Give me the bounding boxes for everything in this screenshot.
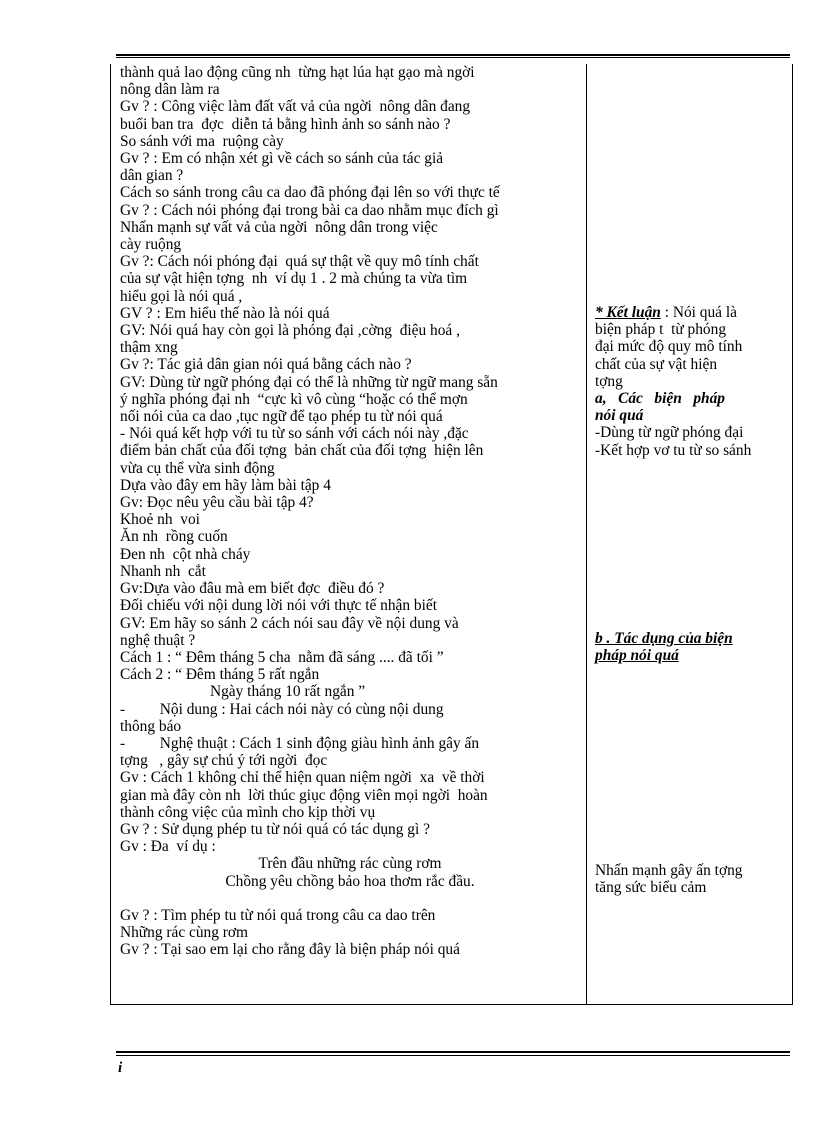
text-line: ý nghĩa phóng đại nh “cực kì vô cùng “hoặc có thể mợn (120, 390, 468, 408)
conclusion-text: : Nói quá là (660, 304, 737, 321)
text-line: Gv ? : Tìm phép tu từ nói quá trong câu ca dao trên (120, 906, 436, 924)
header-rule (116, 54, 790, 56)
header-rule-thin (116, 57, 790, 58)
text-line: Cách 2 : “ Đêm tháng 5 rất ngắn (120, 666, 320, 684)
text-line: GV: Nói quá hay còn gọi là phóng đại ,cờng điệu hoá , (120, 322, 460, 340)
text-line: Dựa vào đây em hãy làm bài tập 4 (120, 476, 331, 494)
effect-block (595, 862, 786, 896)
text-line: GV: Em hãy so sánh 2 cách nói sau đây về nội dung và (120, 614, 459, 632)
text-line: Gv : Cách 1 không chỉ thể hiện quan niệm ngời xa về thời (120, 769, 485, 787)
page-number: i (118, 1060, 123, 1076)
footer-rule (116, 1051, 790, 1053)
text-line: Gv : Đa ví dụ : (120, 838, 216, 856)
text-line: nối nói của ca dao ,tục ngữ để tạo phép tu từ nói quá (120, 408, 443, 426)
text-line: nông dân làm ra (120, 81, 220, 99)
text-line: đại mức độ quy mô tính (595, 338, 743, 356)
effect-heading-block (595, 630, 786, 664)
poem-line: Chồng yêu chồng bảo hoa thơm rắc đầu. (225, 872, 475, 890)
text-line: GV ? : Em hiểu thế nào là nói quá (120, 304, 330, 322)
text-line: của sự vật hiện tợng nh ví dụ 1 . 2 mà chúng ta vừa tìm (120, 270, 468, 288)
text-line: Những rác cùng rơm (120, 924, 249, 942)
teacher-activity-text (111, 64, 586, 959)
conclusion-first-line (595, 304, 786, 321)
methods-heading-cont: nói quá (595, 407, 644, 425)
text-line: - Nghệ thuật : Cách 1 sinh động giàu hình ảnh gây ấn (120, 734, 480, 752)
text-line: Cách 1 : “ Đêm tháng 5 cha nằm đã sáng .... đã tối ” (120, 648, 444, 666)
conclusion-heading: * Kết luận (595, 304, 661, 321)
effect-item: tăng sức biểu cảm (595, 879, 707, 897)
effect-item: Nhấn mạnh gây ấn tợng (595, 862, 743, 879)
text-line: Gv ? : Công việc làm đất vất vả của ngời nông dân đang (120, 98, 471, 116)
text-line: GV: Dùng từ ngữ phóng đại có thể là những từ ngữ mang sẵn (120, 373, 498, 391)
text-line: thông báo (120, 717, 182, 735)
text-line: - Nội dung : Hai cách nói này có cùng nội dung (120, 700, 444, 718)
lesson-table (110, 64, 793, 1005)
method-item: -Kết hợp vơ tu từ so sánh (595, 441, 752, 459)
text-line: Gv:Dựa vào đâu mà em biết đợc điều đó ? (120, 580, 385, 598)
text-line: Nhấn mạnh sự vất vả của ngời nông dân trong việc (120, 218, 438, 236)
method-item: -Dùng từ ngữ phóng đại (595, 424, 744, 442)
text-line: Khoẻ nh voi (120, 511, 200, 529)
text-line: buổi ban tra đợc diễn tả bằng hình ảnh so sánh nào ? (120, 115, 451, 133)
text-line: cày ruộng (120, 236, 182, 254)
teacher-activity-column (111, 64, 587, 1005)
blank-line (120, 890, 580, 907)
poem-line: Trên đầu những rác cùng rơm (258, 855, 442, 873)
text-line: Ngày tháng 10 rất ngắn ” (210, 683, 366, 701)
effect-heading-cont: pháp nói quá (595, 647, 679, 665)
text-line: thậm xng (120, 339, 178, 357)
content-column (587, 64, 793, 1005)
text-line: tợng (595, 372, 623, 390)
text-line: Gv ?: Cách nói phóng đại quá sự thật về quy mô tính chất (120, 253, 479, 271)
text-line: Gv: Đọc nêu yêu cầu bài tập 4? (120, 494, 314, 512)
text-line: dân gian ? (120, 167, 184, 185)
text-line: Nhanh nh cắt (120, 562, 206, 580)
content-notes (587, 64, 792, 1004)
text-line: Đối chiếu với nội dung lời nói với thực tế nhận biết (120, 597, 438, 615)
text-line: nghệ thuật ? (120, 631, 196, 649)
text-line: Ăn nh rồng cuốn (120, 528, 228, 546)
text-line: Gv ? : Sử dụng phép tu từ nói quá có tác dụng gì ? (120, 820, 430, 838)
text-line: Gv ? : Tại sao em lại cho rằng đây là biện pháp nói quá (120, 941, 460, 959)
text-line: So sánh với ma ruộng cày (120, 132, 284, 150)
text-line: - Nói quá kết hợp với tu từ so sánh với cách nói này ,đặc (120, 425, 469, 443)
text-line: Đen nh cột nhà cháy (120, 545, 251, 563)
text-line: Gv ?: Tác giả dân gian nói quá bằng cách nào ? (120, 356, 412, 374)
text-line: thành công việc của mình cho kịp thời vụ (120, 803, 376, 821)
text-line: vừa cụ thể vừa sinh động (120, 459, 275, 477)
text-line: hiểu gọi là nói quá , (120, 287, 243, 305)
text-line: Cách so sánh trong câu ca dao đã phóng đại lên so với thực tế (120, 184, 500, 202)
text-line: tợng , gây sự chú ý tới ngời đọc (120, 752, 328, 770)
text-line: gian mà đây còn nh lời thúc giục động viên mọi ngời hoàn (120, 786, 488, 804)
conclusion-block (595, 304, 786, 459)
footer-rule-thin (116, 1055, 790, 1056)
text-line: điểm bản chất của đối tợng bản chất của đối tợng hiện lên (120, 442, 484, 460)
text-line: chất của sự vật hiện (595, 355, 718, 373)
effect-heading: b . Tác dụng của biện (595, 630, 733, 647)
text-line: thành quả lao động cũng nh từng hạt lúa hạt gạo mà ngời (120, 64, 475, 81)
text-line: biện pháp t từ phóng (595, 321, 727, 339)
methods-heading: a, Các biện pháp (595, 390, 725, 408)
text-line: Gv ? : Cách nói phóng đại trong bài ca dao nhằm mục đích gì (120, 201, 499, 219)
table-row (111, 64, 793, 1005)
text-line: Gv ? : Em có nhận xét gì về cách so sánh của tác giả (120, 150, 444, 168)
